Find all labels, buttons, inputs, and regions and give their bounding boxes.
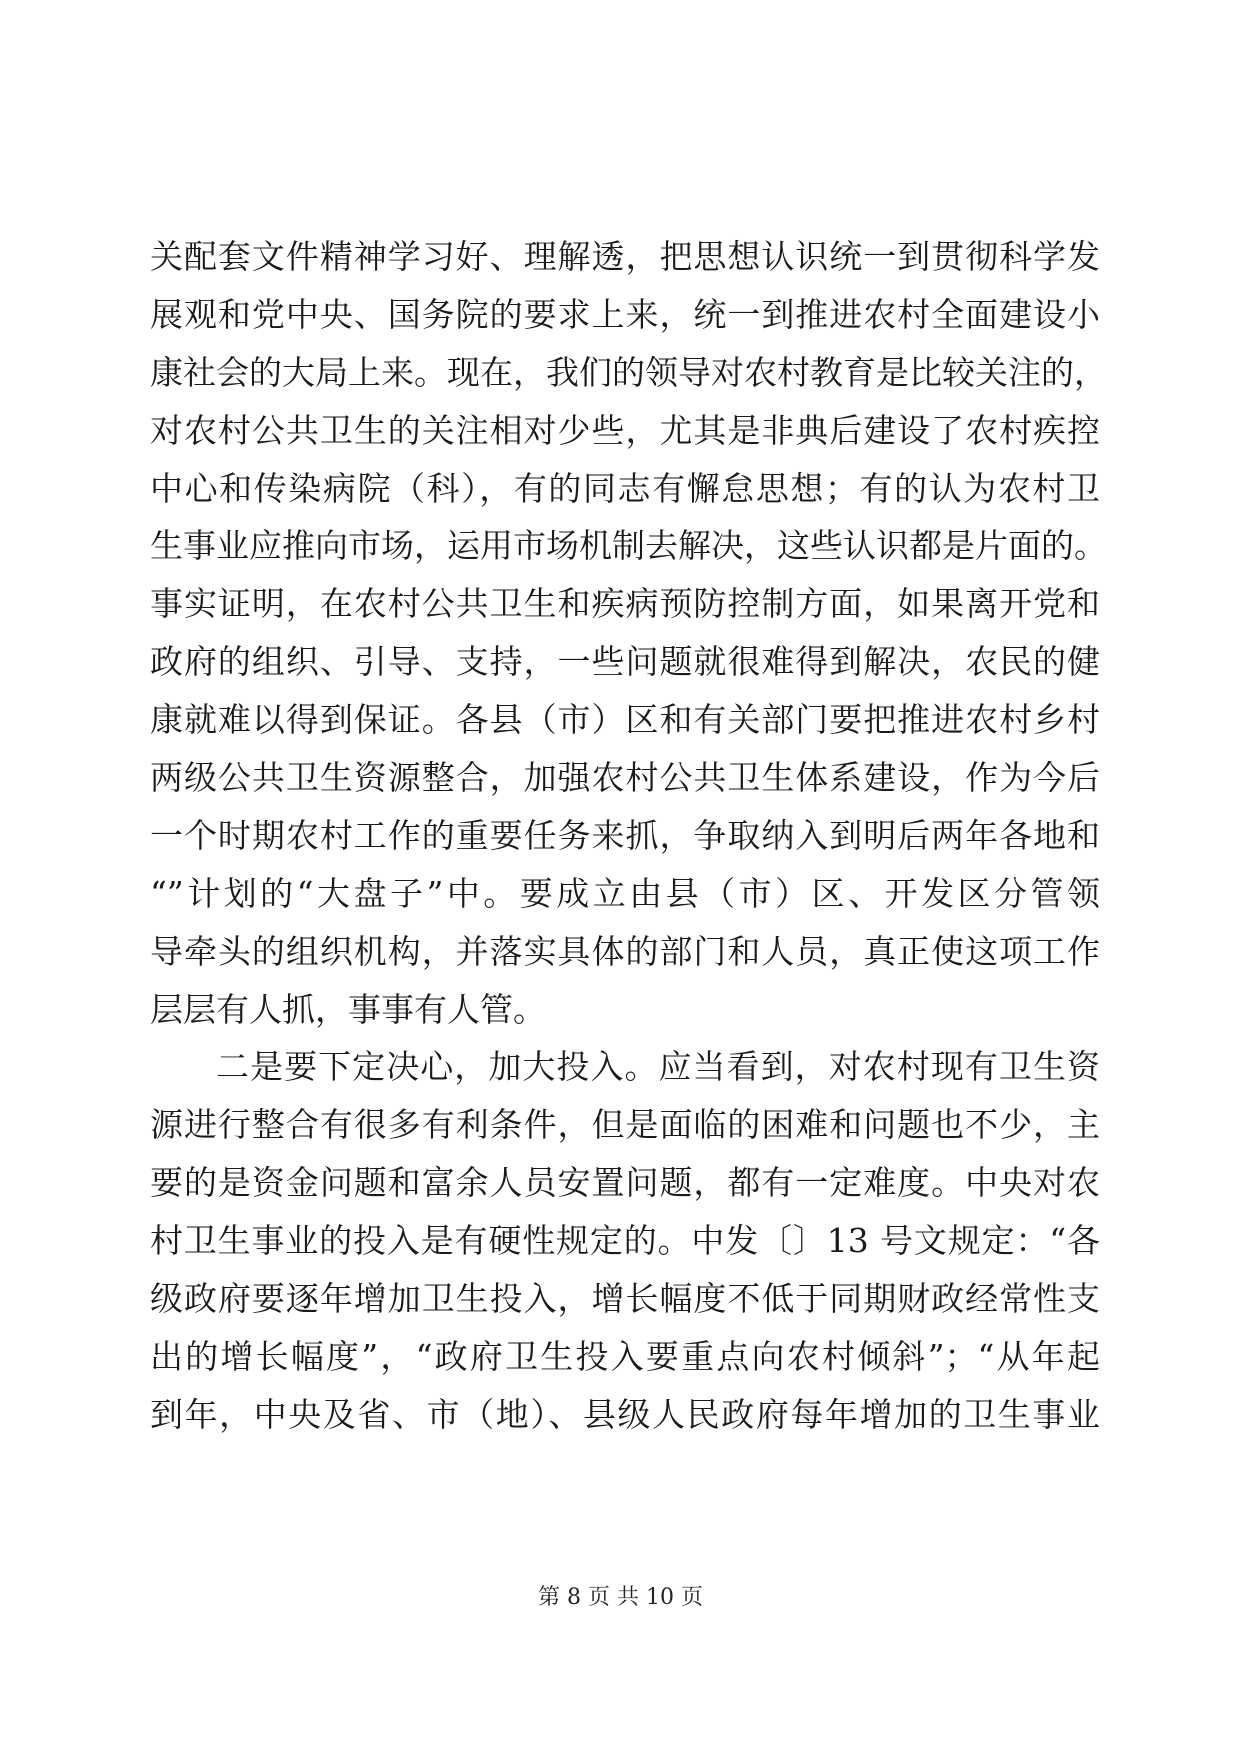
text-line: 对农村公共卫生的关注相对少些，尤其是非典后建设了农村疾控 bbox=[150, 410, 1100, 450]
text-line: 中心和传染病院（科），有的同志有懈怠思想；有的认为农村卫 bbox=[150, 468, 1100, 508]
text-line: 导牵头的组织机构，并落实具体的部门和人员，真正使这项工作 bbox=[150, 931, 1100, 971]
text-line: 级政府要逐年增加卫生投入，增长幅度不低于同期财政经常性支 bbox=[150, 1279, 1100, 1319]
page-number-footer: 第 8 页 共 10 页 bbox=[538, 1585, 703, 1610]
text-line: 康就难以得到保证。各县（市）区和有关部门要把推进农村乡村 bbox=[150, 700, 1100, 740]
text-line: “”计划的“大盘子”中。要成立由县（市）区、开发区分管领 bbox=[150, 873, 1100, 913]
text-line: 要的是资金问题和富余人员安置问题，都有一定难度。中央对农 bbox=[150, 1163, 1100, 1203]
text-line: 村卫生事业的投入是有硬性规定的。中发〔〕13 号文规定：“各 bbox=[150, 1221, 1100, 1261]
text-line: 生事业应推向市场，运用市场机制去解决，这些认识都是片面的。 bbox=[150, 526, 1107, 566]
text-line: 政府的组织、引导、支持，一些问题就很难得到解决，农民的健 bbox=[150, 642, 1100, 682]
text-line: 两级公共卫生资源整合，加强农村公共卫生体系建设，作为今后 bbox=[150, 758, 1100, 798]
text-line: 到年，中央及省、市（地）、县级人民政府每年增加的卫生事业 bbox=[150, 1394, 1100, 1434]
text-line: 层层有人抓，事事有人管。 bbox=[150, 989, 546, 1029]
text-line: 二是要下定决心，加大投入。应当看到，对农村现有卫生资 bbox=[216, 1047, 1100, 1087]
body-text bbox=[150, 228, 1107, 1444]
text-line: 事实证明，在农村公共卫生和疾病预防控制方面，如果离开党和 bbox=[150, 584, 1100, 624]
text-line: 关配套文件精神学习好、理解透，把思想认识统一到贯彻科学发 bbox=[150, 237, 1100, 276]
text-line: 康社会的大局上来。现在，我们的领导对农村教育是比较关注的， bbox=[150, 352, 1107, 392]
text-line: 出的增长幅度”，“政府卫生投入要重点向农村倾斜”；“从年起 bbox=[150, 1336, 1100, 1376]
text-line: 展观和党中央、国务院的要求上来，统一到推进农村全面建设小 bbox=[150, 294, 1100, 334]
text-line: 一个时期农村工作的重要任务来抓，争取纳入到明后两年各地和 bbox=[150, 815, 1100, 855]
text-line: 源进行整合有很多有利条件，但是面临的困难和问题也不少，主 bbox=[150, 1105, 1100, 1145]
